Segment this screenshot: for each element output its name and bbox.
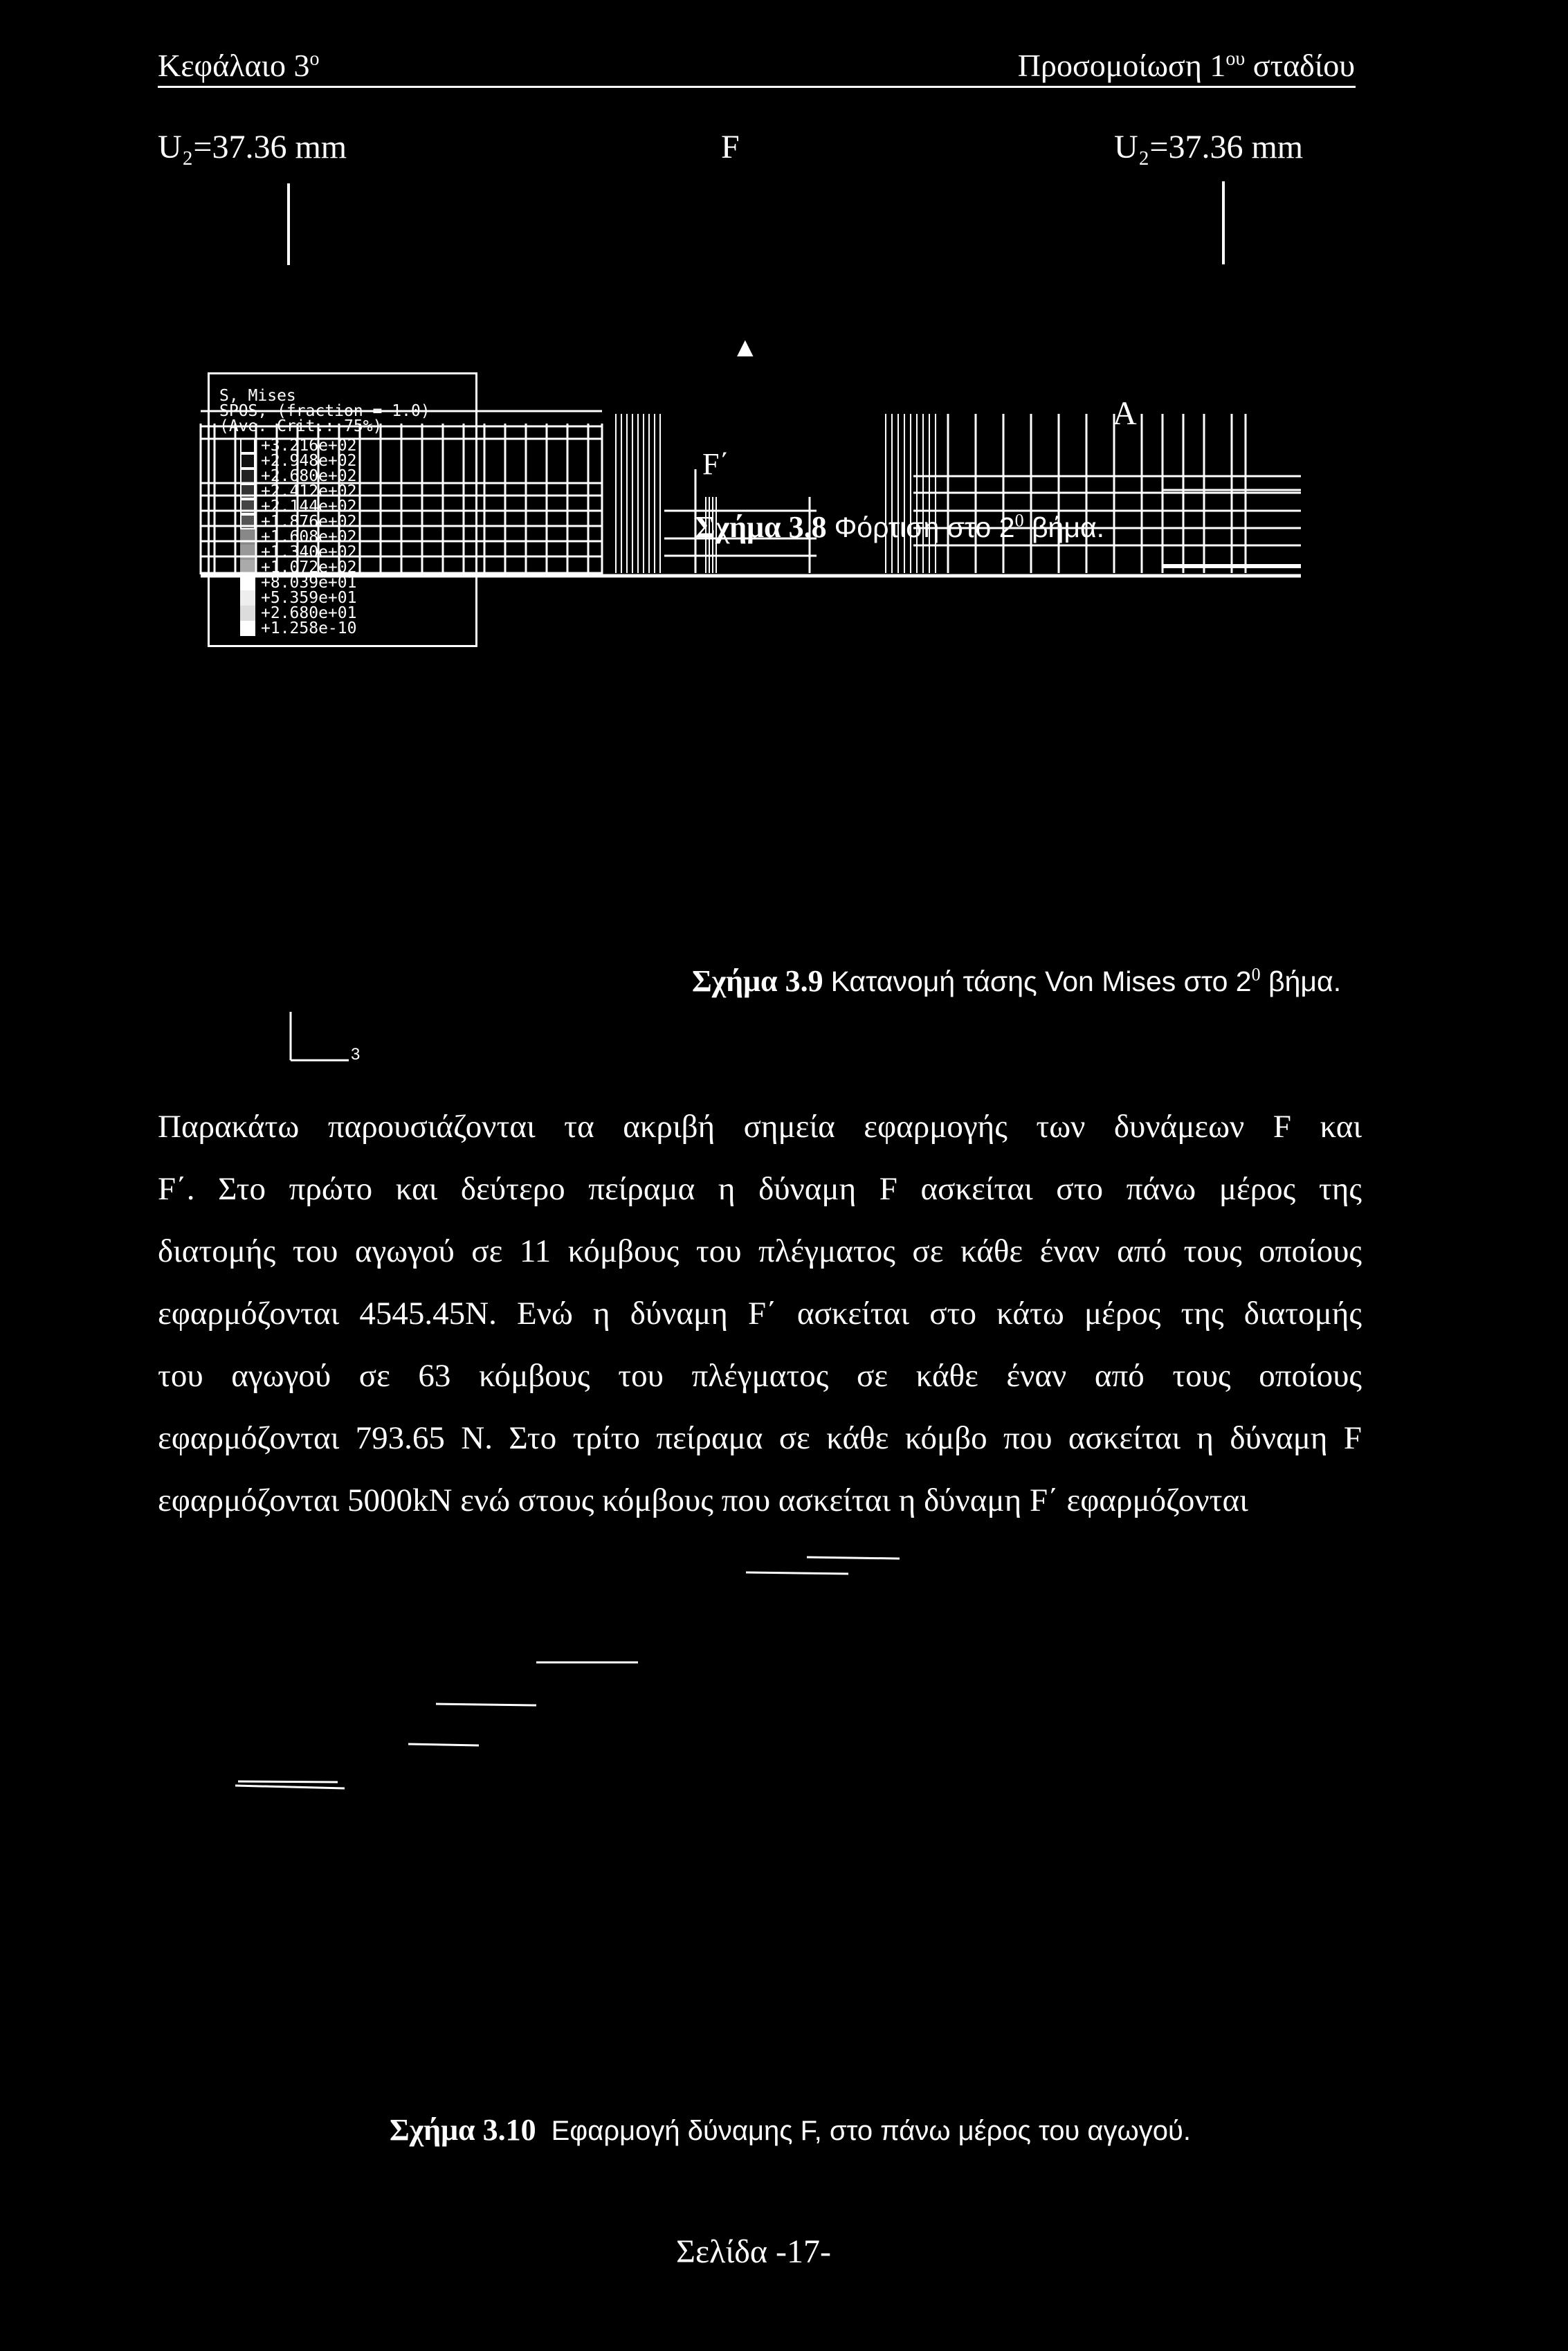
paragraph-line: εφαρμόζονται 5000kN ενώ στους κόμβους που ασκείται η δύναμη F΄ εφαρμόζονται [158, 1482, 1248, 1518]
paragraph-line: διατομής του αγωγού σε 11 κόμβους του πλέγματος σε κάθε έναν από τους οποίους [158, 1233, 1362, 1269]
u2-right-label: U₂=37.36 mm [1114, 129, 1304, 165]
figure-3-10-mesh-lines [221, 1543, 913, 1806]
section-header: Προσομοίωση $1^{o\upsilon}$ σταδίου [1017, 48, 1355, 83]
legend-value: +2.144e+02 [261, 498, 357, 516]
node-a-label: A [1113, 395, 1137, 432]
legend-subtitle: SPOS, (fraction = 1.0) [219, 402, 430, 420]
legend-value: +1.072e+02 [261, 559, 357, 577]
paragraph-line: εφαρμόζονται 4545.45N. Ενώ η δύναμη F΄ ασκείται στο κάτω μέρος της διατομής [158, 1296, 1362, 1332]
chapter-header: Κεφάλαιο $3^o$ [158, 48, 320, 83]
paragraph-line: Παρακάτω παρουσιάζονται τα ακριβή σημεία εφαρμογής των δυνάμεων F και [158, 1109, 1362, 1145]
legend-title: S, Mises [219, 387, 296, 405]
legend-subtitle-2: (Ave. Crit.: 75%) [219, 417, 383, 435]
figure-3-8-caption: Σχήμα 3.8 Φόρτιση στο $2^0$ βήμα. [695, 510, 1105, 544]
paragraph-line: F΄. Στο πρώτο και δεύτερο πείραμα η δύναμη F ασκείται στο πάνω μέρος της [158, 1171, 1362, 1207]
legend-value: +1.340e+02 [261, 543, 357, 561]
force-f-label: F [721, 129, 740, 165]
legend-value: +2.680e+02 [261, 467, 357, 485]
legend-value: +8.039e+01 [261, 574, 357, 592]
arrow-up-icon: ▲ [731, 332, 759, 363]
legend-value: +2.412e+02 [261, 482, 357, 500]
displacement-line-left [287, 183, 290, 265]
legend-value: +2.948e+02 [261, 452, 357, 470]
legend-value: +5.359e+01 [261, 589, 357, 607]
force-fprime-label: F΄ [702, 447, 730, 481]
figure-3-10-caption: Σχήμα 3.10 Εφαρμογή δύναμης F, στο πάνω μέρος του αγωγού. [390, 2113, 1192, 2147]
displacement-line-right [1222, 181, 1225, 264]
legend-value: +1.608e+02 [261, 528, 357, 546]
legend-value: +1.258e-10 [261, 619, 357, 637]
axis-label: 3 [351, 1045, 361, 1064]
paragraph-line: του αγωγού σε 63 κόμβους του πλέγματος σε κάθε έναν από τους οποίους [158, 1358, 1362, 1394]
header-rule [158, 86, 1356, 88]
axis-triad-icon [285, 1010, 361, 1066]
paragraph-line: εφαρμόζονται 793.65 N. Στο τρίτο πείραμα σε κάθε κόμβο που ασκείται η δύναμη F [158, 1420, 1362, 1456]
u2-left-label: U₂=37.36 mm [158, 129, 347, 165]
stress-contour-plot [194, 407, 1329, 711]
page-number: Σελίδα -17- [676, 2233, 832, 2270]
body-paragraph [158, 1096, 1362, 1532]
legend-value: +3.216e+02 [261, 437, 357, 455]
figure-3-9-caption: Σχήμα 3.9 Κατανομή τάσης Von Mises στο $2^0$ βήμα. [692, 964, 1342, 998]
legend-value: +1.876e+02 [261, 513, 357, 531]
legend-value: +2.680e+01 [261, 604, 357, 622]
